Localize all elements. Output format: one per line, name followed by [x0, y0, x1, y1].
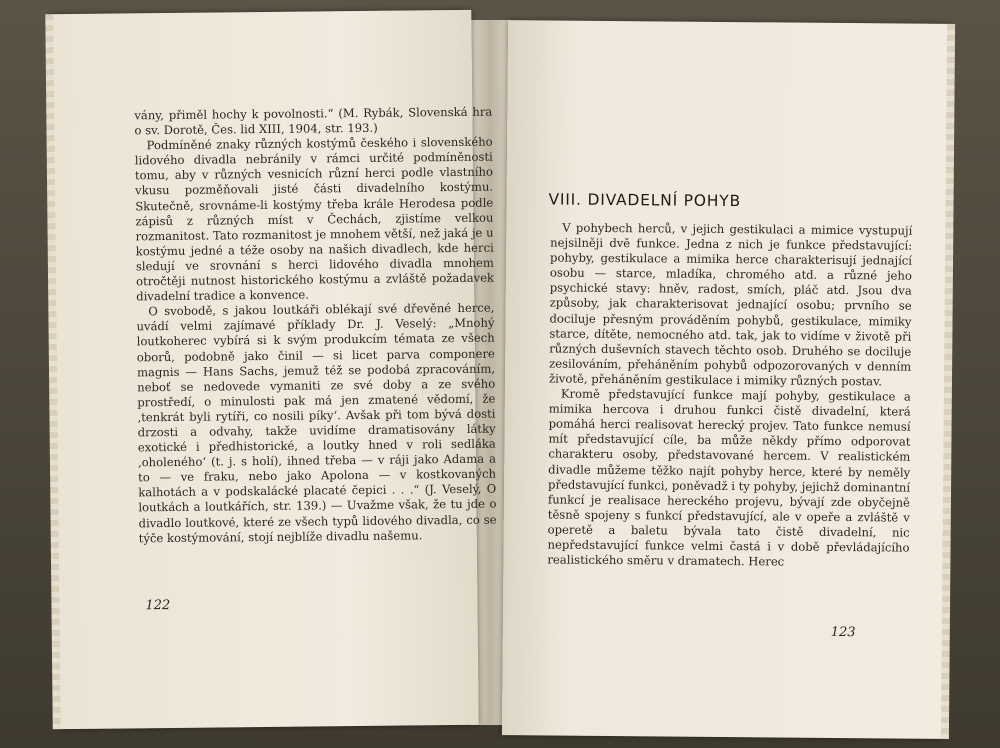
paragraph: Podmíněné znaky různých kostýmů českého i slovenského lidového divadla nebránily v rámci určité podmíněnosti tomu, aby v různých vesnicích různí herci podle vlastního vkusu pozměňovali jisté části divadelního kostýmu. Skutečně, srovnáme-li kostýmy třeba krále Herodesa podle zápisů z různých míst v Čechách, zjistíme velkou rozmanitost. Tato rozmanitost je mnohem větší, než jaká je u kostýmu jedné a téže osoby na našich divadlech, kde herci sledují ve srovnání s herci lidového divadla mnohem otročtěji nutnost historického kostýmu a zvláště požadavek divadelní tradice a konvence. — [134, 134, 495, 304]
page-number: 122 — [145, 598, 171, 614]
chapter-title: VIII. DIVADELNÍ POHYB — [548, 190, 742, 211]
page-number: 123 — [830, 624, 856, 641]
left-page — [51, 10, 497, 729]
paragraph: V pohybech herců, v jejich gestikulaci a mimice vystupují nejsilněji dvě funkce. Jedna z nich je funkce představující: pohyby, gestikulace a mimika herce charakterisují jednající osobu — starce, mladíka, chromého atd. a různé jeho psychické stavy: hněv, radost, smích, pláč atd. Jsou dva způsoby, jak charakterisovat jednající osobu; prvního se dociluje přesným prováděním pohybů, gestikulace, mimiky starce, dítěte, nemocného atd. tak, jak to vidíme v životě při různých duševních stavech těchto osob. Druhého se dociluje zesilováním, přeháněním pohybů odpozorovaných v denním životě, přeháněním gestikulace i mimiky různých postav. — [548, 220, 913, 389]
paragraph: vány, přiměl hochy k povolnosti.“ (M. Rybák, Slovenská hra o sv. Dorotě, Čes. lid XIII, 1904, str. 193.) — [134, 104, 493, 138]
left-page-text — [134, 105, 497, 546]
right-page-text — [547, 220, 912, 570]
right-page — [502, 20, 948, 739]
paragraph: O svobodě, s jakou loutkáři oblékají své dřevěné herce, uvádí velmi zajímavé příklady Dr. J. Veselý: „Mnohý loutkoherec vybírá si k svým produkcím témata ze všech oborů, podobně jako činil — si licet parva componere magnis — Hans Sachs, jemuž též se podobá zpracováním, neboť se nedovede vymaniti ze své doby a ze svého prostředí, o minulosti pak má jen zmatené vědomí, že ‚tenkrát byli rytíři, co nosili píky‘. Avšak při tom bývá dosti drzosti a odvahy, takže uvidíme dramatisovány látky exotické i předhistorické, a loutky hned v roli sedláka ‚oholeného‘ (t. j. s holí), ihned třeba — v ráji jako Adama a to — ve fraku, nebo jako Apolona — v kostkovaných kalhotách a v podskalácké placaté čepici . . .“ (J. Veselý, O loutkách a loutkářích, str. 139.) — Uvažme však, že tu jde o divadlo loutkové, které ze všech typů lidového divadla, co se týče kostýmování, stojí nejblíže divadlu našemu. — [136, 300, 497, 545]
paragraph: Kromě představující funkce mají pohyby, gestikulace a mimika hercova i druhou funkci čistě divadelní, která pomáhá herci realisovat herecký projev. Tato funkce nemusí mít představující cíle, ba může někdy přímo odporovat charakteru osoby, představované hercem. V realistickém divadle můžeme těžko najít pohyby herce, které by neměly představující funkci, poněvadž i ty pohyby, jejichž dominantní funkcí je realisace hereckého projevu, bývají zde obyčejně těsně spojeny s funkcí představující, ale v opeře a zvláště v operetě a baletu bývala tato čistě divadelní, nic nepředstavující funkce velmi častá i v době převládajícího realistického směru v dramatech. Herec — [547, 386, 911, 569]
